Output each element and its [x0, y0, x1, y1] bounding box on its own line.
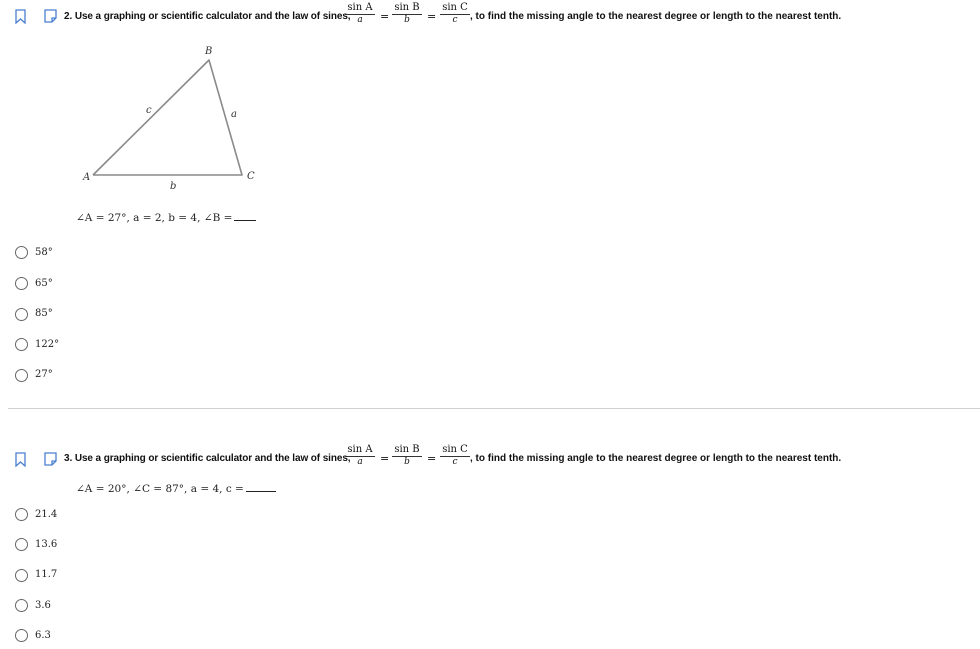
radio-button[interactable] — [15, 538, 28, 551]
option-label[interactable]: 85° — [35, 308, 53, 319]
equals-sign: = — [380, 452, 390, 465]
radio-button[interactable] — [15, 569, 28, 582]
radio-button[interactable] — [15, 599, 28, 612]
given-values: ∠A = 20°, ∠C = 87°, a = 4, c = — [76, 482, 276, 495]
option-label[interactable]: 3.6 — [35, 600, 51, 611]
radio-button[interactable] — [15, 369, 28, 382]
given-values: ∠A = 27°, a = 2, b = 4, ∠B = — [76, 211, 256, 224]
fraction-sinC-over-c: $\frac{\text{sin C}}{c}$ — [440, 2, 470, 26]
question-number: 3. — [64, 453, 73, 464]
equals-sign: = — [380, 10, 390, 23]
fraction-sinA-over-a: $\frac{\text{sin A}}{a}$ — [345, 444, 375, 468]
option-label[interactable]: 65° — [35, 278, 53, 289]
bookmark-icon[interactable] — [15, 9, 26, 24]
question-prompt: Use a graphing or scientific calculator and the law of sines, — [74, 11, 351, 22]
fraction-sinB-over-b: $\frac{\text{sin B}}{b}$ — [392, 444, 422, 468]
fraction-sinC-over-c: $\frac{\text{sin C}}{c}$ — [440, 444, 470, 468]
vertex-label-B: B — [205, 46, 213, 57]
question-prompt: Use a graphing or scientific calculator and the law of sines, — [74, 453, 351, 464]
question-number: 2. — [64, 11, 73, 22]
option-label[interactable]: 13.6 — [35, 539, 58, 550]
radio-button[interactable] — [15, 308, 28, 321]
triangle-figure — [80, 40, 265, 190]
fraction-sinA-over-a: $\frac{\text{sin A}}{a}$ — [345, 2, 375, 26]
note-icon[interactable] — [44, 9, 57, 23]
equals-sign: = — [427, 10, 437, 23]
side-label-a: a — [231, 109, 237, 120]
radio-button[interactable] — [15, 277, 28, 290]
vertex-label-A: A — [83, 172, 91, 183]
side-label-c: c — [146, 105, 152, 116]
bookmark-icon[interactable] — [15, 452, 26, 467]
answer-blank — [234, 211, 256, 221]
side-label-b: b — [170, 181, 177, 190]
radio-button[interactable] — [15, 508, 28, 521]
note-icon[interactable] — [44, 452, 57, 466]
equals-sign: = — [427, 452, 437, 465]
radio-button[interactable] — [15, 629, 28, 642]
radio-button[interactable] — [15, 246, 28, 259]
option-label[interactable]: 27° — [35, 369, 53, 380]
question-divider — [8, 408, 980, 409]
option-label[interactable]: 21.4 — [35, 509, 58, 520]
option-label[interactable]: 58° — [35, 247, 53, 258]
answer-blank — [246, 482, 276, 492]
vertex-label-C: C — [247, 171, 255, 182]
question-prompt-tail: , to find the missing angle to the nearest degree or length to the nearest tenth. — [470, 11, 842, 22]
question-prompt-tail: , to find the missing angle to the nearest degree or length to the nearest tenth. — [470, 453, 842, 464]
option-label[interactable]: 122° — [35, 339, 60, 350]
radio-button[interactable] — [15, 338, 28, 351]
option-label[interactable]: 11.7 — [35, 569, 58, 580]
fraction-sinB-over-b: $\frac{\text{sin B}}{b}$ — [392, 2, 422, 26]
option-label[interactable]: 6.3 — [35, 630, 51, 641]
